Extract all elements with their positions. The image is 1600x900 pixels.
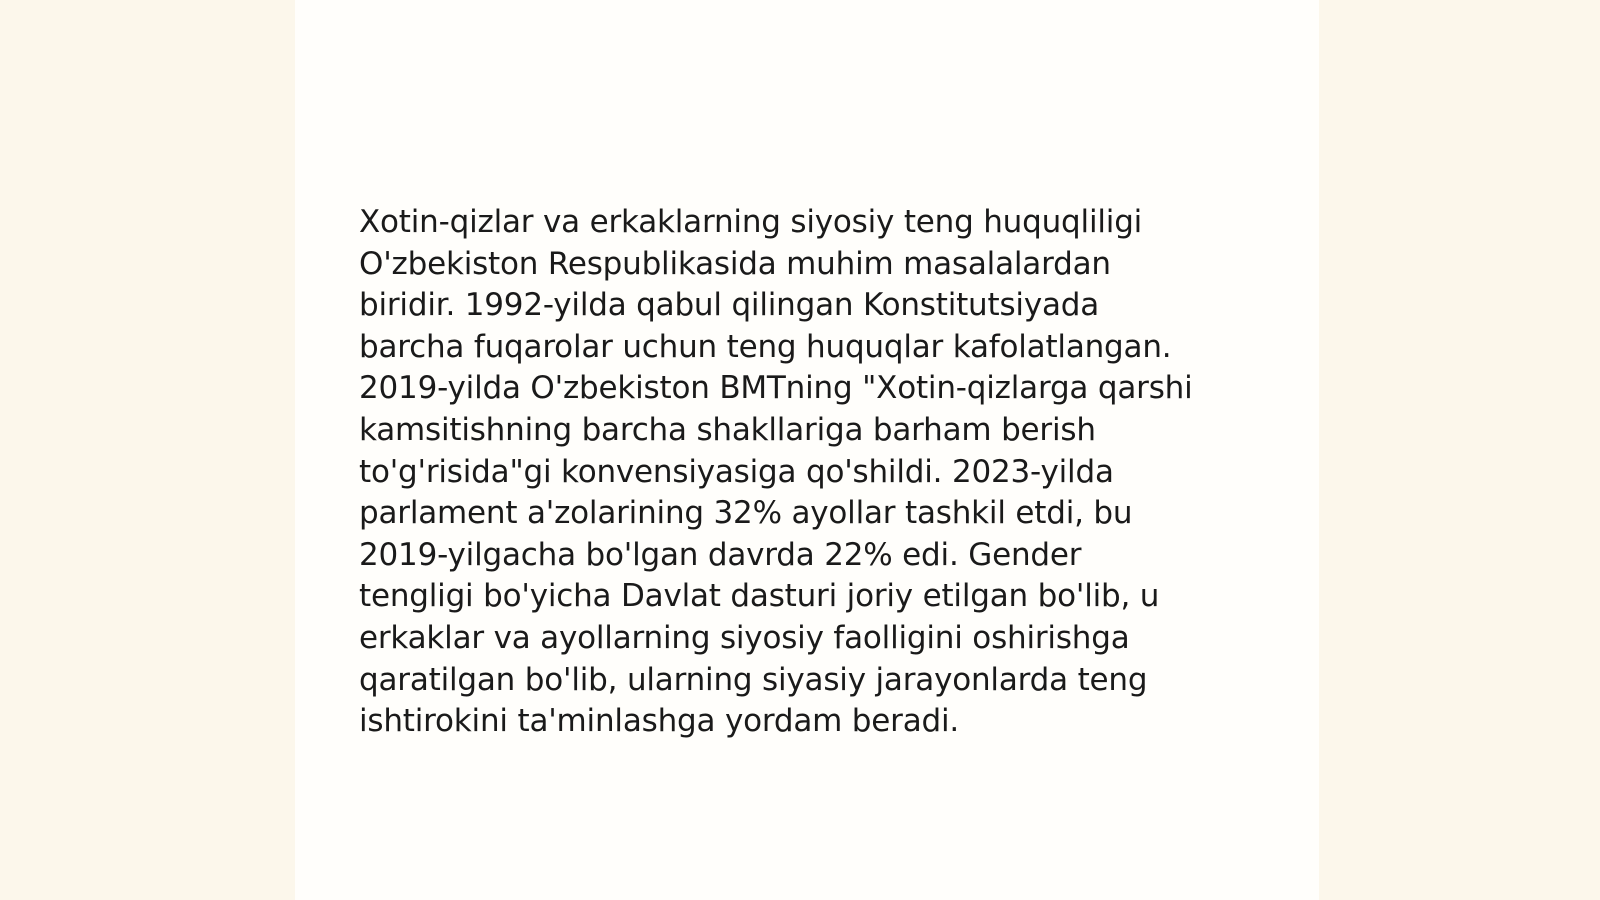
body-paragraph: Xotin-qizlar va erkaklarning siyosiy teng huquqliligi O'zbekiston Respublikasida muhim masalalardan biridir. 1992-yilda qabul qilingan Konstitutsiyada barcha fuqarolar uchun teng huquqlar kafolatlangan. 2019-yilda O'zbekiston BMTning "Xotin-qizlarga qarshi kamsitishning barcha shakllariga barham berish to'g'risida"gi konvensiyasiga qo'shildi. 2023-yilda parlament a'zolarining 32% ayollar tashkil etdi, bu 2019-yilgacha bo'lgan davrda 22% edi. Gender tengligi bo'yicha Davlat dasturi joriy etilgan bo'lib, u erkaklar va ayollarning siyosiy faolligini oshirishga qaratilgan bo'lib, ularning siyasiy jarayonlarda teng ishtirokini ta'minlashga yordam beradi. (359, 204, 1193, 740)
document-page (295, 0, 1319, 900)
